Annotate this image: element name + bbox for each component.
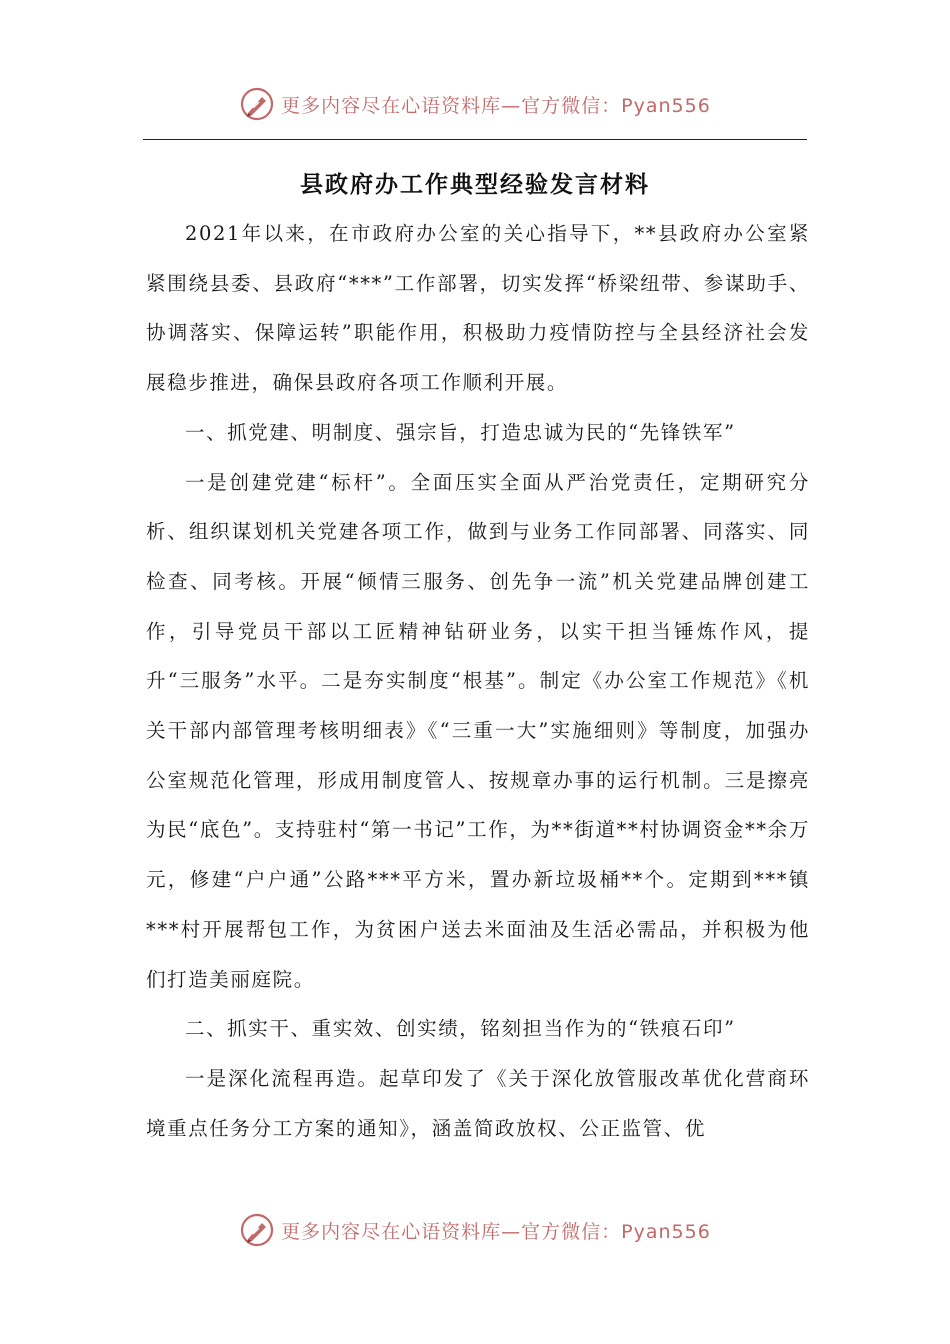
header-divider — [143, 139, 807, 140]
pen-nib-logo-icon — [239, 1212, 275, 1248]
watermark-text: 更多内容尽在心语资料库—官方微信：Pyan556 — [281, 94, 711, 117]
document-body — [146, 209, 810, 1153]
watermark-text: 更多内容尽在心语资料库—官方微信：Pyan556 — [281, 1220, 711, 1243]
document-title: 县政府办工作典型经验发言材料 — [300, 171, 650, 198]
pen-nib-logo-icon — [239, 86, 275, 122]
paragraph-section-1: 一是创建党建“标杆”。全面压实全面从严治党责任，定期研究分析、组织谋划机关党建各项工作，做到与业务工作同部署、同落实、同检查、同考核。开展“倾情三服务、创先争一流”机关党建品牌创建工作，引导党员干部以工匠精神钻研业务，以实干担当锤炼作风，提升“三服务”水平。二是夯实制度“根基”。制定《办公室工作规范》《机关干部内部管理考核明细表》《“三重一大”实施细则》等制度，加强办公室规范化管理，形成用制度管人、按规章办事的运行机制。三是擦亮为民“底色”。支持驻村“第一书记”工作，为**街道**村协调资金**余万元，修建“户户通”公路***平方米，置办新垃圾桶**个。定期到***镇***村开展帮包工作，为贫困户送去米面油及生活必需品，并积极为他们打造美丽庭院。 — [146, 470, 810, 991]
paragraph-section-2: 一是深化流程再造。起草印发了《关于深化放管服改革优化营商环境重点任务分工方案的通知》，涵盖简政放权、公正监管、优 — [146, 1066, 810, 1140]
footer-watermark — [0, 1210, 950, 1250]
header-watermark — [0, 84, 950, 124]
paragraph-intro: 2021年以来，在市政府办公室的关心指导下，**县政府办公室紧紧围绕县委、县政府“***”工作部署，切实发挥“桥梁纽带、参谋助手、协调落实、保障运转”职能作用，积极助力疫情防控与全县经济社会发展稳步推进，确保县政府各项工作顺利开展。 — [146, 222, 810, 395]
section-heading-1: 一、抓党建、明制度、强宗旨，打造忠诚为民的“先锋铁军” — [185, 420, 736, 444]
section-heading-2: 二、抓实干、重实效、创实绩，铭刻担当作为的“铁痕石印” — [185, 1017, 736, 1041]
